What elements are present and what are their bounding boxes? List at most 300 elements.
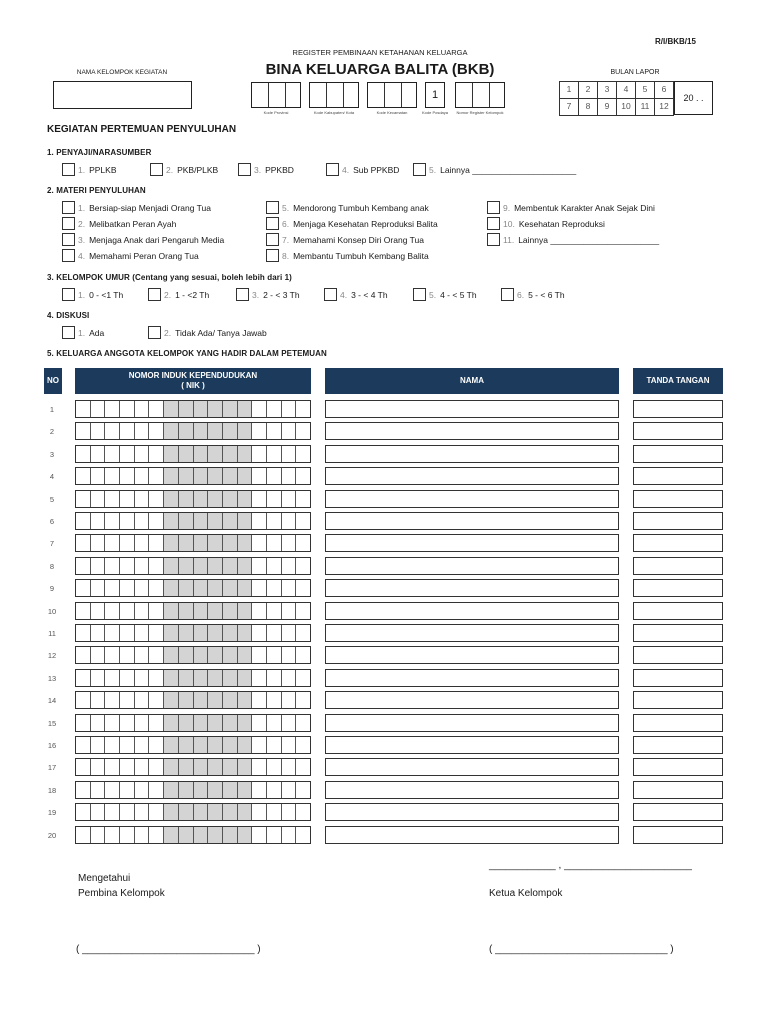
nik-digit[interactable] (135, 782, 150, 798)
nik-digit[interactable] (135, 513, 150, 529)
nama-input[interactable] (325, 467, 619, 485)
nik-digit[interactable] (194, 692, 209, 708)
nik-digit[interactable] (194, 535, 209, 551)
sig-left-line[interactable]: ( _______________________________ ) (76, 944, 261, 955)
nik-digit[interactable] (179, 446, 194, 462)
nik-digit[interactable] (238, 491, 253, 507)
tanda-tangan-input[interactable] (633, 534, 723, 552)
nik-digit[interactable] (223, 759, 238, 775)
tanda-tangan-input[interactable] (633, 602, 723, 620)
nik-digit[interactable] (296, 558, 310, 574)
nama-input[interactable] (325, 758, 619, 776)
nik-digit[interactable] (296, 423, 310, 439)
nik-digit[interactable] (252, 782, 267, 798)
nik-digit[interactable] (91, 401, 106, 417)
nik-digit[interactable] (135, 603, 150, 619)
nik-digit[interactable] (267, 468, 282, 484)
nik-digit[interactable] (76, 692, 91, 708)
year-box[interactable] (674, 81, 713, 115)
nama-input[interactable] (325, 803, 619, 821)
nik-digit[interactable] (149, 715, 164, 731)
checkbox[interactable] (62, 217, 75, 230)
tanda-tangan-input[interactable] (633, 445, 723, 463)
nik-digit[interactable] (76, 558, 91, 574)
nik-digit[interactable] (223, 827, 238, 843)
nik-digit[interactable] (296, 446, 310, 462)
nik-digit[interactable] (238, 401, 253, 417)
nik-digit[interactable] (296, 625, 310, 641)
nik-digit[interactable] (149, 491, 164, 507)
nik-digit[interactable] (105, 580, 120, 596)
nik-digit[interactable] (179, 603, 194, 619)
nik-digit[interactable] (105, 603, 120, 619)
nik-digit[interactable] (208, 423, 223, 439)
nik-digit[interactable] (194, 759, 209, 775)
nik-input[interactable] (75, 646, 311, 664)
nik-digit[interactable] (208, 804, 223, 820)
checkbox[interactable] (413, 163, 426, 176)
nik-digit[interactable] (267, 603, 282, 619)
nik-digit[interactable] (135, 625, 150, 641)
nik-digit[interactable] (120, 827, 135, 843)
section-2-option-1[interactable] (62, 201, 211, 214)
nik-digit[interactable] (194, 401, 209, 417)
tanda-tangan-input[interactable] (633, 579, 723, 597)
nama-input[interactable] (325, 826, 619, 844)
nik-digit[interactable] (120, 423, 135, 439)
nik-digit[interactable] (238, 827, 253, 843)
nik-digit[interactable] (105, 625, 120, 641)
nik-digit[interactable] (223, 558, 238, 574)
section-3-option-5[interactable] (413, 288, 477, 301)
nik-digit[interactable] (208, 827, 223, 843)
nik-digit[interactable] (208, 491, 223, 507)
nama-input[interactable] (325, 624, 619, 642)
tanda-tangan-input[interactable] (633, 400, 723, 418)
nik-digit[interactable] (208, 692, 223, 708)
nik-digit[interactable] (179, 647, 194, 663)
nik-digit[interactable] (135, 535, 150, 551)
nik-digit[interactable] (164, 423, 179, 439)
tanda-tangan-input[interactable] (633, 736, 723, 754)
nik-digit[interactable] (208, 782, 223, 798)
nik-digit[interactable] (252, 759, 267, 775)
kode-kecamatan-box[interactable] (367, 82, 417, 108)
month-cell-2[interactable]: 2 (578, 81, 598, 99)
nik-digit[interactable] (238, 737, 253, 753)
section-3-option-6[interactable] (501, 288, 565, 301)
nik-digit[interactable] (267, 491, 282, 507)
month-cell-10[interactable]: 10 (616, 98, 636, 116)
nik-digit[interactable] (76, 782, 91, 798)
nik-digit[interactable] (179, 491, 194, 507)
nik-digit[interactable] (223, 491, 238, 507)
nik-digit[interactable] (76, 468, 91, 484)
nik-digit[interactable] (105, 491, 120, 507)
nik-digit[interactable] (282, 580, 297, 596)
nik-digit[interactable] (296, 670, 310, 686)
nik-digit[interactable] (76, 513, 91, 529)
nik-digit[interactable] (105, 715, 120, 731)
nik-digit[interactable] (135, 827, 150, 843)
nik-digit[interactable] (194, 513, 209, 529)
nik-digit[interactable] (208, 468, 223, 484)
nik-digit[interactable] (194, 647, 209, 663)
nik-digit[interactable] (267, 625, 282, 641)
section-2-option-2[interactable] (62, 217, 176, 230)
section-3-option-1[interactable] (62, 288, 123, 301)
checkbox[interactable] (62, 288, 75, 301)
nik-digit[interactable] (282, 535, 297, 551)
nik-digit[interactable] (282, 468, 297, 484)
nik-digit[interactable] (179, 468, 194, 484)
nik-digit[interactable] (164, 827, 179, 843)
nik-digit[interactable] (282, 558, 297, 574)
checkbox[interactable] (326, 163, 339, 176)
nik-digit[interactable] (179, 737, 194, 753)
nik-digit[interactable] (164, 446, 179, 462)
nik-digit[interactable] (91, 782, 106, 798)
nik-digit[interactable] (76, 647, 91, 663)
nama-input[interactable] (325, 714, 619, 732)
nik-digit[interactable] (105, 827, 120, 843)
section-3-option-3[interactable] (236, 288, 300, 301)
section-2-option-10[interactable] (487, 217, 605, 230)
nik-input[interactable] (75, 624, 311, 642)
nik-digit[interactable] (149, 759, 164, 775)
nik-digit[interactable] (179, 423, 194, 439)
nik-digit[interactable] (135, 401, 150, 417)
nik-digit[interactable] (267, 782, 282, 798)
nik-digit[interactable] (208, 670, 223, 686)
nama-input[interactable] (325, 557, 619, 575)
nik-digit[interactable] (252, 423, 267, 439)
nik-digit[interactable] (149, 558, 164, 574)
nik-digit[interactable] (164, 782, 179, 798)
nik-digit[interactable] (223, 670, 238, 686)
nik-digit[interactable] (120, 513, 135, 529)
nik-digit[interactable] (282, 491, 297, 507)
nik-digit[interactable] (194, 580, 209, 596)
nik-digit[interactable] (91, 513, 106, 529)
nik-digit[interactable] (282, 513, 297, 529)
nik-digit[interactable] (76, 423, 91, 439)
nama-input[interactable] (325, 400, 619, 418)
nik-digit[interactable] (135, 491, 150, 507)
nik-digit[interactable] (91, 423, 106, 439)
nik-digit[interactable] (238, 558, 253, 574)
nik-digit[interactable] (238, 782, 253, 798)
nik-digit[interactable] (120, 670, 135, 686)
nik-digit[interactable] (135, 580, 150, 596)
nik-digit[interactable] (76, 535, 91, 551)
nik-digit[interactable] (282, 423, 297, 439)
month-cell-4[interactable]: 4 (616, 81, 636, 99)
nik-digit[interactable] (120, 692, 135, 708)
nik-digit[interactable] (164, 670, 179, 686)
nik-digit[interactable] (296, 468, 310, 484)
nik-digit[interactable] (149, 692, 164, 708)
nik-digit[interactable] (91, 827, 106, 843)
nik-digit[interactable] (223, 692, 238, 708)
nik-digit[interactable] (194, 491, 209, 507)
month-cell-3[interactable]: 3 (597, 81, 617, 99)
nik-digit[interactable] (282, 625, 297, 641)
nik-digit[interactable] (252, 647, 267, 663)
nik-digit[interactable] (296, 647, 310, 663)
nik-digit[interactable] (282, 782, 297, 798)
nik-digit[interactable] (135, 715, 150, 731)
nik-digit[interactable] (135, 558, 150, 574)
nik-digit[interactable] (164, 759, 179, 775)
nik-digit[interactable] (179, 558, 194, 574)
nik-digit[interactable] (135, 737, 150, 753)
nik-digit[interactable] (179, 625, 194, 641)
nik-digit[interactable] (120, 647, 135, 663)
nama-input[interactable] (325, 669, 619, 687)
nik-digit[interactable] (105, 468, 120, 484)
nik-digit[interactable] (296, 580, 310, 596)
checkbox[interactable] (487, 201, 500, 214)
checkbox[interactable] (62, 249, 75, 262)
nik-digit[interactable] (194, 423, 209, 439)
nik-digit[interactable] (267, 580, 282, 596)
nik-digit[interactable] (238, 759, 253, 775)
checkbox[interactable] (62, 326, 75, 339)
nik-digit[interactable] (149, 670, 164, 686)
tanda-tangan-input[interactable] (633, 624, 723, 642)
nik-digit[interactable] (267, 647, 282, 663)
nik-digit[interactable] (149, 513, 164, 529)
nik-digit[interactable] (164, 692, 179, 708)
nama-input[interactable] (325, 691, 619, 709)
checkbox[interactable] (413, 288, 426, 301)
nik-digit[interactable] (223, 625, 238, 641)
nik-input[interactable] (75, 490, 311, 508)
nik-digit[interactable] (208, 737, 223, 753)
nik-digit[interactable] (135, 759, 150, 775)
month-cell-8[interactable]: 8 (578, 98, 598, 116)
nik-digit[interactable] (91, 580, 106, 596)
nik-digit[interactable] (179, 759, 194, 775)
section-4-option-2[interactable] (148, 326, 267, 339)
nik-input[interactable] (75, 445, 311, 463)
nik-digit[interactable] (76, 827, 91, 843)
nik-digit[interactable] (223, 715, 238, 731)
kode-provinsi-box[interactable] (251, 82, 301, 108)
nik-digit[interactable] (91, 491, 106, 507)
nik-digit[interactable] (91, 670, 106, 686)
nik-digit[interactable] (194, 625, 209, 641)
tanda-tangan-input[interactable] (633, 803, 723, 821)
nik-digit[interactable] (223, 468, 238, 484)
section-3-option-2[interactable] (148, 288, 209, 301)
nik-digit[interactable] (208, 513, 223, 529)
section-2-option-9[interactable] (487, 201, 655, 214)
nik-digit[interactable] (252, 491, 267, 507)
nik-input[interactable] (75, 512, 311, 530)
nama-input[interactable] (325, 602, 619, 620)
nik-digit[interactable] (135, 446, 150, 462)
checkbox[interactable] (62, 163, 75, 176)
nik-digit[interactable] (179, 782, 194, 798)
section-2-option-7[interactable] (266, 233, 424, 246)
nik-digit[interactable] (135, 468, 150, 484)
checkbox[interactable] (238, 163, 251, 176)
nik-digit[interactable] (194, 558, 209, 574)
nik-digit[interactable] (252, 535, 267, 551)
kode-kabupaten-box[interactable] (309, 82, 359, 108)
nik-digit[interactable] (179, 670, 194, 686)
nik-digit[interactable] (296, 782, 310, 798)
nik-digit[interactable] (267, 446, 282, 462)
nik-digit[interactable] (76, 804, 91, 820)
nik-digit[interactable] (296, 737, 310, 753)
nik-digit[interactable] (252, 513, 267, 529)
nik-input[interactable] (75, 758, 311, 776)
nik-digit[interactable] (282, 715, 297, 731)
nik-digit[interactable] (252, 804, 267, 820)
nik-digit[interactable] (76, 670, 91, 686)
nik-digit[interactable] (208, 625, 223, 641)
nik-digit[interactable] (252, 468, 267, 484)
section-2-option-11[interactable] (487, 233, 659, 246)
section-4-option-1[interactable] (62, 326, 104, 339)
nik-digit[interactable] (105, 759, 120, 775)
nik-digit[interactable] (164, 401, 179, 417)
nik-digit[interactable] (267, 423, 282, 439)
nik-digit[interactable] (267, 759, 282, 775)
nik-digit[interactable] (179, 580, 194, 596)
nik-digit[interactable] (194, 782, 209, 798)
nik-digit[interactable] (252, 827, 267, 843)
section-2-option-3[interactable] (62, 233, 224, 246)
nik-digit[interactable] (164, 491, 179, 507)
nik-digit[interactable] (120, 558, 135, 574)
nik-digit[interactable] (194, 468, 209, 484)
tanda-tangan-input[interactable] (633, 512, 723, 530)
nik-digit[interactable] (91, 625, 106, 641)
nik-digit[interactable] (105, 647, 120, 663)
nik-digit[interactable] (252, 603, 267, 619)
nik-digit[interactable] (208, 446, 223, 462)
nik-digit[interactable] (238, 580, 253, 596)
nik-digit[interactable] (223, 782, 238, 798)
tanda-tangan-input[interactable] (633, 758, 723, 776)
nik-digit[interactable] (91, 647, 106, 663)
nik-digit[interactable] (120, 603, 135, 619)
nik-digit[interactable] (282, 804, 297, 820)
nik-digit[interactable] (267, 513, 282, 529)
nik-digit[interactable] (120, 580, 135, 596)
nik-digit[interactable] (296, 401, 310, 417)
nik-input[interactable] (75, 467, 311, 485)
nik-digit[interactable] (252, 580, 267, 596)
tanda-tangan-input[interactable] (633, 781, 723, 799)
month-cell-6[interactable]: 6 (654, 81, 674, 99)
nama-input[interactable] (325, 445, 619, 463)
section-2-option-5[interactable] (266, 201, 429, 214)
nik-digit[interactable] (76, 603, 91, 619)
nik-digit[interactable] (164, 535, 179, 551)
nik-digit[interactable] (238, 535, 253, 551)
nik-digit[interactable] (164, 558, 179, 574)
month-cell-5[interactable]: 5 (635, 81, 655, 99)
nik-digit[interactable] (238, 647, 253, 663)
nik-digit[interactable] (179, 804, 194, 820)
nik-digit[interactable] (179, 535, 194, 551)
nik-digit[interactable] (252, 737, 267, 753)
nik-digit[interactable] (105, 535, 120, 551)
nik-digit[interactable] (149, 647, 164, 663)
nik-digit[interactable] (91, 737, 106, 753)
tanda-tangan-input[interactable] (633, 691, 723, 709)
nik-digit[interactable] (296, 827, 310, 843)
nik-digit[interactable] (149, 423, 164, 439)
nik-digit[interactable] (194, 804, 209, 820)
nik-digit[interactable] (238, 446, 253, 462)
section-1-option-2[interactable] (150, 163, 218, 176)
nik-digit[interactable] (76, 715, 91, 731)
nik-digit[interactable] (149, 401, 164, 417)
kode-posdaya-box[interactable] (425, 82, 445, 108)
nik-input[interactable] (75, 534, 311, 552)
nik-input[interactable] (75, 400, 311, 418)
nik-digit[interactable] (149, 603, 164, 619)
nik-digit[interactable] (282, 692, 297, 708)
nik-digit[interactable] (105, 513, 120, 529)
nik-digit[interactable] (267, 737, 282, 753)
nik-digit[interactable] (296, 759, 310, 775)
month-cell-9[interactable]: 9 (597, 98, 617, 116)
nik-digit[interactable] (76, 580, 91, 596)
section-1-option-3[interactable] (238, 163, 294, 176)
nik-digit[interactable] (105, 692, 120, 708)
nik-digit[interactable] (208, 535, 223, 551)
nik-digit[interactable] (252, 670, 267, 686)
nik-digit[interactable] (164, 737, 179, 753)
nik-input[interactable] (75, 736, 311, 754)
tanda-tangan-input[interactable] (633, 557, 723, 575)
nik-digit[interactable] (223, 513, 238, 529)
nik-digit[interactable] (296, 715, 310, 731)
nik-digit[interactable] (105, 782, 120, 798)
nik-digit[interactable] (238, 468, 253, 484)
nik-digit[interactable] (149, 827, 164, 843)
nik-digit[interactable] (105, 737, 120, 753)
nama-input[interactable] (325, 646, 619, 664)
nik-digit[interactable] (120, 535, 135, 551)
nik-digit[interactable] (208, 580, 223, 596)
sig-right-line[interactable]: ( _______________________________ ) (489, 944, 674, 955)
nik-digit[interactable] (164, 580, 179, 596)
nik-digit[interactable] (120, 491, 135, 507)
nik-input[interactable] (75, 803, 311, 821)
nik-digit[interactable] (149, 535, 164, 551)
nik-input[interactable] (75, 422, 311, 440)
nik-digit[interactable] (223, 603, 238, 619)
nik-digit[interactable] (223, 423, 238, 439)
nik-digit[interactable] (76, 446, 91, 462)
nik-digit[interactable] (149, 804, 164, 820)
nik-digit[interactable] (194, 715, 209, 731)
nik-digit[interactable] (120, 446, 135, 462)
nik-digit[interactable] (179, 401, 194, 417)
nama-input[interactable] (325, 512, 619, 530)
checkbox[interactable] (487, 217, 500, 230)
nik-digit[interactable] (91, 692, 106, 708)
nik-digit[interactable] (194, 670, 209, 686)
